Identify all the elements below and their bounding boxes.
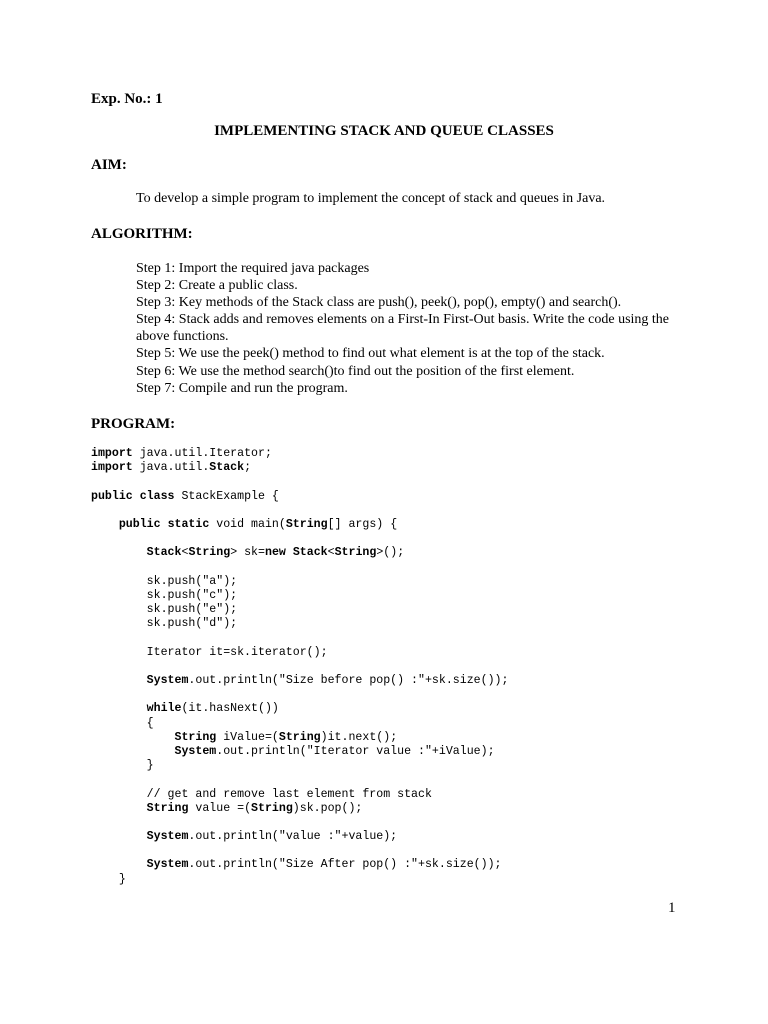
algorithm-step: Step 4: Stack adds and removes elements on a First-In First-Out basis. Write the code using the above functions. (136, 312, 670, 345)
code-line: System.out.println("Size After pop() :"+sk.size()); (146, 858, 502, 872)
aim-heading: AIM: (91, 157, 127, 173)
code-line: sk.push("c"); (91, 588, 238, 602)
code-line: public class StackExample { (91, 489, 279, 503)
code-line: while(it.hasNext()) (146, 702, 279, 716)
code-line (91, 688, 508, 702)
code-line: Iterator it=sk.iterator(); (91, 645, 328, 659)
code-line: sk.push("a"); (91, 574, 238, 588)
code-line: } (91, 759, 154, 773)
code-line: String iValue=(String)it.next(); (174, 730, 398, 744)
algorithm-step: Step 2: Create a public class. (136, 278, 298, 294)
document-title: IMPLEMENTING STACK AND QUEUE CLASSES (214, 123, 554, 139)
algorithm-step: Step 3: Key methods of the Stack class are push(), peek(), pop(), empty() and search(). (136, 295, 622, 311)
code-line: Stack<String> sk=new Stack<String>(); (146, 546, 405, 560)
algorithm-step: Step 7: Compile and run the program. (136, 380, 348, 396)
code-line (91, 773, 508, 787)
code-line: System.out.println("Size before pop() :"+sk.size()); (146, 674, 509, 687)
code-line (91, 660, 508, 674)
code-line (91, 504, 508, 518)
program-code (91, 447, 508, 887)
code-line: sk.push("e"); (91, 603, 238, 617)
algorithm-step: Step 6: We use the method search()to find out the position of the first element. (136, 363, 575, 379)
algorithm-steps (136, 260, 676, 397)
code-line (91, 561, 508, 575)
code-line: // get and remove last element from stack (91, 787, 432, 801)
algorithm-step: Step 1: Import the required java packages (136, 261, 370, 276)
code-line (91, 844, 508, 858)
code-line (91, 631, 508, 645)
page-number: 1 (668, 900, 676, 916)
code-line: sk.push("d"); (91, 617, 238, 631)
code-line (91, 475, 508, 489)
algorithm-heading: ALGORITHM: (91, 226, 193, 242)
code-line: } (91, 872, 126, 886)
code-line: import java.util.Iterator; (91, 447, 272, 460)
code-line: System.out.println("Iterator value :"+iValue); (174, 744, 495, 758)
code-line: { (91, 716, 154, 730)
code-line: public static void main(String[] args) { (118, 517, 398, 531)
code-line: System.out.println("value :"+value); (146, 830, 398, 844)
program-heading: PROGRAM: (91, 416, 176, 432)
aim-text: To develop a simple program to implement the concept of stack and queues in Java. (136, 191, 606, 206)
code-line (91, 532, 508, 546)
code-line (91, 816, 508, 830)
code-line: import java.util.Stack; (91, 461, 252, 475)
experiment-number: Exp. No.: 1 (91, 91, 163, 107)
code-line: String value =(String)sk.pop(); (146, 801, 363, 815)
algorithm-step: Step 5: We use the peek() method to find out what element is at the top of the stack. (136, 346, 605, 362)
